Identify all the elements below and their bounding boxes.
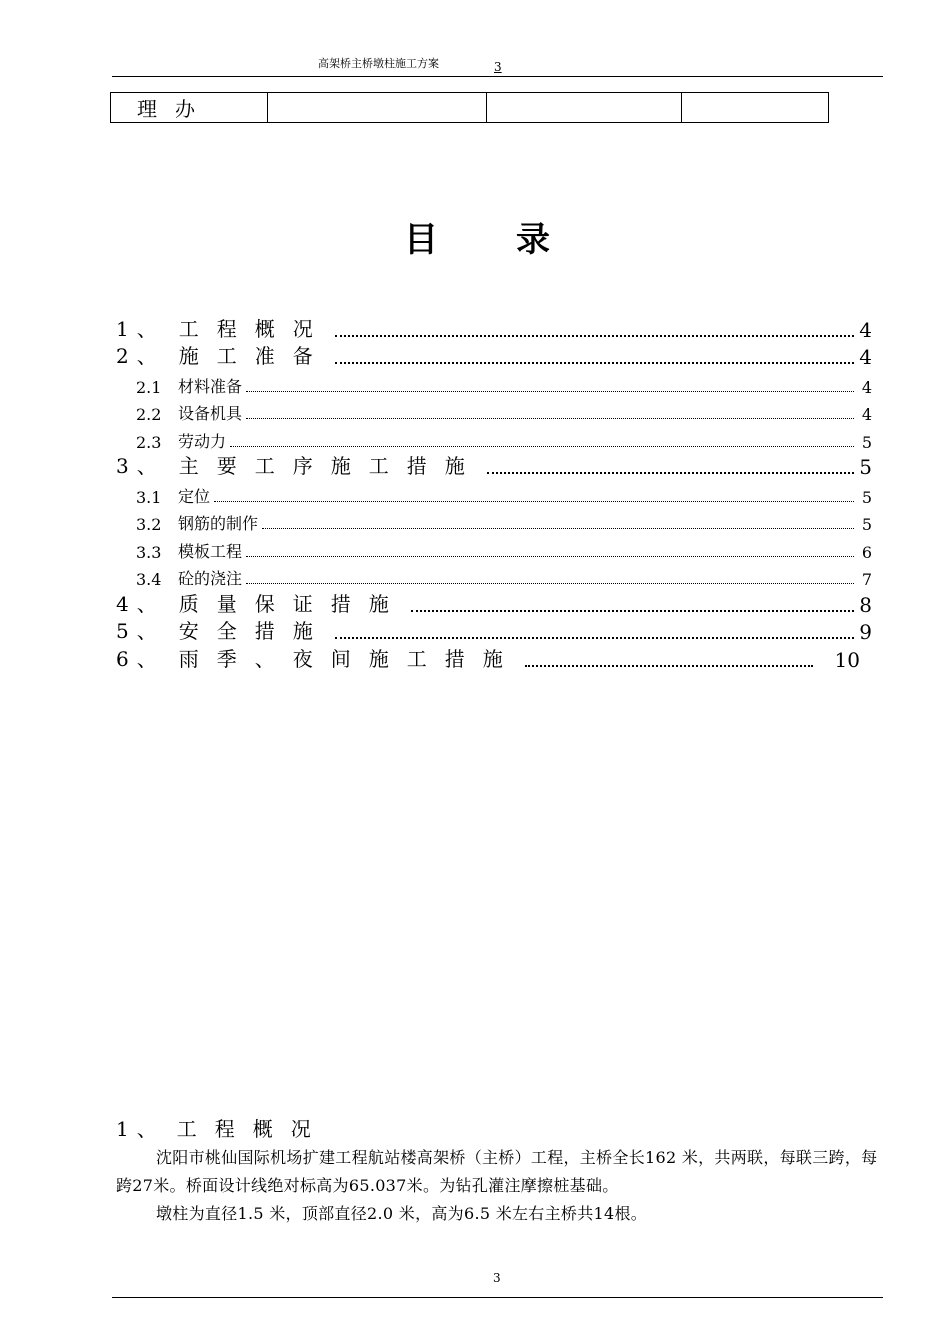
toc-entry-label: 工程概况 xyxy=(178,316,331,341)
toc-entry-number: 5、 xyxy=(116,619,165,643)
section-body xyxy=(116,1144,886,1228)
toc-entry-number: 2.3 xyxy=(136,432,162,452)
toc-entry-number: 6、 xyxy=(116,646,165,671)
toc-entry[interactable] xyxy=(116,617,872,645)
toc-entry[interactable] xyxy=(116,452,872,480)
toc-entry-number: 3.3 xyxy=(136,542,162,562)
toc-leader-dots xyxy=(411,604,854,612)
toc-entry-number: 2、 xyxy=(116,344,165,368)
toc-entry-label: 雨季、夜间施工措施 xyxy=(178,646,521,671)
toc-entry-page: 7 xyxy=(861,570,872,589)
sign-table xyxy=(110,92,829,123)
sign-table-row xyxy=(111,93,829,123)
toc-entry-page: 5 xyxy=(859,455,872,479)
sign-table-cell xyxy=(268,93,487,123)
toc-entry-label: 质量保证措施 xyxy=(178,591,407,616)
toc-entry-page: 8 xyxy=(859,592,872,617)
toc-entry-number: 3.2 xyxy=(136,515,162,534)
toc-entry-label: 模板工程 xyxy=(178,541,243,561)
header-page-number: 3 xyxy=(494,60,502,74)
toc-entry-label: 主要工序施工措施 xyxy=(178,454,483,478)
toc-entry[interactable] xyxy=(116,397,872,425)
toc-entry[interactable] xyxy=(116,507,872,535)
toc-entry[interactable] xyxy=(116,644,860,672)
toc-entry-label: 施工准备 xyxy=(178,344,331,368)
toc-entry-page: 5 xyxy=(861,487,872,507)
toc-entry-page: 4 xyxy=(861,377,872,397)
sign-table-cell xyxy=(487,93,682,123)
toc-leader-dots xyxy=(335,356,854,364)
toc-leader-dots xyxy=(214,495,854,502)
toc-entry-page: 4 xyxy=(861,405,872,424)
toc-entry-page: 5 xyxy=(861,432,872,452)
toc-leader-dots xyxy=(246,550,854,557)
toc-entry-number: 2.2 xyxy=(136,405,162,424)
footer-rule xyxy=(112,1297,883,1298)
toc-entry-label: 砼的浇注 xyxy=(178,569,243,588)
toc-entry-label: 材料准备 xyxy=(178,376,243,396)
toc-leader-dots xyxy=(246,412,854,419)
toc-leader-dots xyxy=(487,466,854,474)
sign-table-label: 理办 xyxy=(111,93,268,123)
toc-entry-label: 劳动力 xyxy=(178,431,227,451)
toc-entry-page: 6 xyxy=(861,542,872,562)
header-title: 高架桥主桥墩柱施工方案 xyxy=(318,57,439,70)
toc-leader-dots xyxy=(335,329,854,337)
section-number: 1、 xyxy=(116,1117,165,1141)
toc-entry-label: 钢筋的制作 xyxy=(178,514,259,533)
toc-leader-dots xyxy=(525,659,813,667)
toc-leader-dots xyxy=(246,385,854,392)
header-rule xyxy=(112,76,883,77)
toc-entry-page: 4 xyxy=(859,345,872,369)
section-heading xyxy=(116,1113,329,1142)
toc-entry-number: 1、 xyxy=(116,316,165,341)
toc-entry-label: 安全措施 xyxy=(178,619,331,643)
toc-leader-dots xyxy=(230,440,854,447)
toc-entry-page: 5 xyxy=(861,515,872,534)
toc-entry-page: 4 xyxy=(859,317,872,342)
toc-entry[interactable] xyxy=(116,424,872,452)
toc-leader-dots xyxy=(335,631,854,639)
toc-entry[interactable] xyxy=(116,479,872,507)
toc-entry[interactable] xyxy=(116,534,872,562)
table-of-contents xyxy=(116,314,872,672)
toc-entry[interactable] xyxy=(116,589,872,617)
toc-entry-label: 定位 xyxy=(178,486,211,506)
toc-entry[interactable] xyxy=(116,342,872,370)
toc-leader-dots xyxy=(246,577,854,584)
toc-entry-number: 2.1 xyxy=(136,377,162,397)
toc-entry-number: 3.4 xyxy=(136,570,162,589)
toc-title: 目录 xyxy=(404,220,628,260)
toc-entry[interactable] xyxy=(116,562,872,590)
footer-page-number: 3 xyxy=(493,1271,501,1285)
toc-leader-dots xyxy=(262,522,854,529)
body-paragraph: 墩柱为直径1.5 米，顶部直径2.0 米，高为6.5 米左右主桥共14根。 xyxy=(156,1204,648,1223)
toc-entry-page: 10 xyxy=(834,647,860,672)
toc-entry-number: 3、 xyxy=(116,454,165,478)
toc-entry[interactable] xyxy=(116,369,872,397)
sign-table-cell xyxy=(682,93,829,123)
toc-entry-page: 9 xyxy=(859,620,872,644)
toc-entry[interactable] xyxy=(116,314,872,342)
section-title: 工程概况 xyxy=(176,1117,329,1141)
toc-entry-number: 3.1 xyxy=(136,487,162,507)
body-paragraph: 沈阳市桃仙国际机场扩建工程航站楼高架桥（主桥）工程，主桥全长162 米，共两联，每联三跨，每跨27米。桥面设计线绝对标高为65.037米。为钻孔灌注摩擦桩基础。 xyxy=(116,1148,878,1195)
toc-entry-label: 设备机具 xyxy=(178,404,243,423)
toc-entry-number: 4、 xyxy=(116,591,165,616)
